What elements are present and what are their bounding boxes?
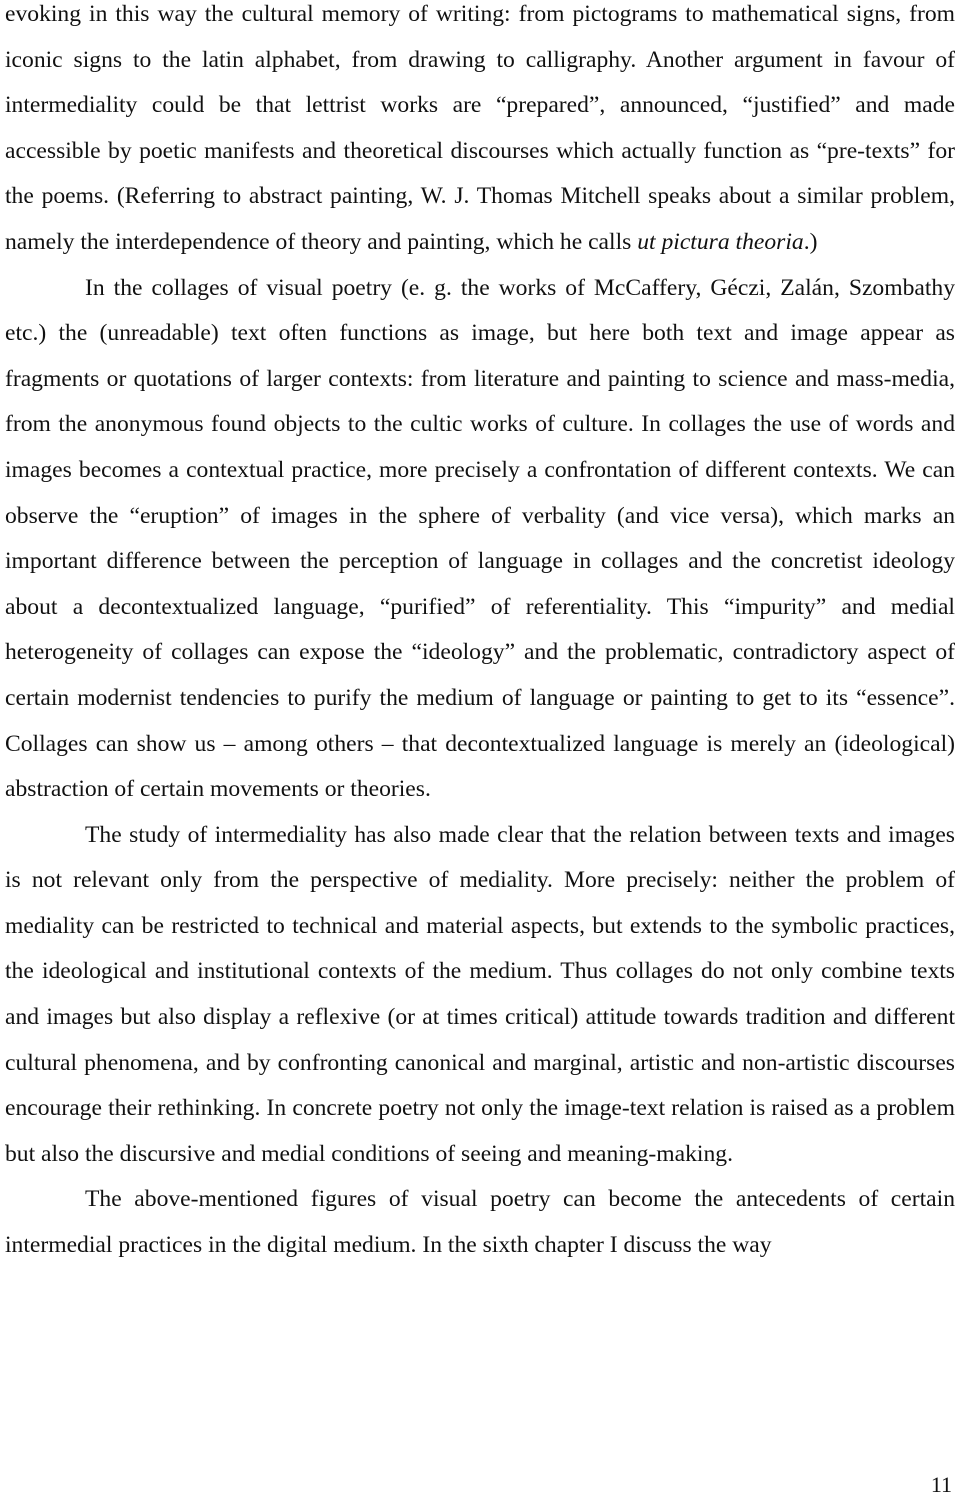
paragraph-1-text: evoking in this way the cultural memory of writing: from pictograms to mathematical signs, from iconic signs to the latin alphabet, from drawing to calligraphy. Another argument in favour of intermediality could be that lettrist works are “prepared”, announced, “justified” and made accessible by poetic manifests and theoretical discourses which actually function as “pre-texts” for the poems. (Referring to abstract painting, W. J. Thomas Mitchell speaks about a similar problem, namely the interdependence of theory and painting, which he calls (5, 1, 955, 255)
paragraph-intermediality: The study of intermediality has also made clear that the relation between texts and images is not relevant only from the perspective of mediality. More precisely: neither the problem of mediality can be restricted to technical and material aspects, but extends to the symbolic practices, the ideological and institutional contexts of the medium. Thus collages do not only combine texts and images but also display a reflexive (or at times critical) attitude towards tradition and different cultural phenomena, and by confronting canonical and marginal, artistic and non-artistic discourses encourage their rethinking. In concrete poetry not only the image-text relation is raised as a problem but also the discursive and medial conditions of seeing and meaning-making. (5, 821, 955, 1167)
paragraph-1-end: .) (803, 228, 818, 255)
page-number: 11 (930, 1472, 952, 1497)
italic-term: ut pictura theoria (637, 228, 804, 255)
document-page (5, 0, 955, 1269)
paragraph-collages: In the collages of visual poetry (e. g. the works of McCaffery, Géczi, Zalán, Szombathy etc.) the (unreadable) text often functions as image, but here both text and image appear as fragments or quotations of larger contexts: from literature and painting to science and mass-media, from the anonymous found objects to the cultic works of culture. In collages the use of words and images becomes a contextual practice, more precisely a confrontation of different contexts. We can observe the “eruption” of images in the sphere of verbality (and vice versa), which marks an important difference between the perception of language in collages and the concretist ideology about a decontextualized language, “purified” of referentiality. This “impurity” and medial heterogeneity of collages can expose the “ideology” and the problematic, contradictory aspect of certain modernist tendencies to purify the medium of language or painting to get to its “essence”. Collages can show us – among others – that decontextualized language is merely an (ideological) abstraction of certain movements or theories. (5, 274, 955, 803)
paragraph-continued (5, 0, 955, 266)
paragraph-digital-medium: The above-mentioned figures of visual poetry can become the antecedents of certain intermedial practices in the digital medium. In the sixth chapter I discuss the way (5, 1186, 955, 1259)
